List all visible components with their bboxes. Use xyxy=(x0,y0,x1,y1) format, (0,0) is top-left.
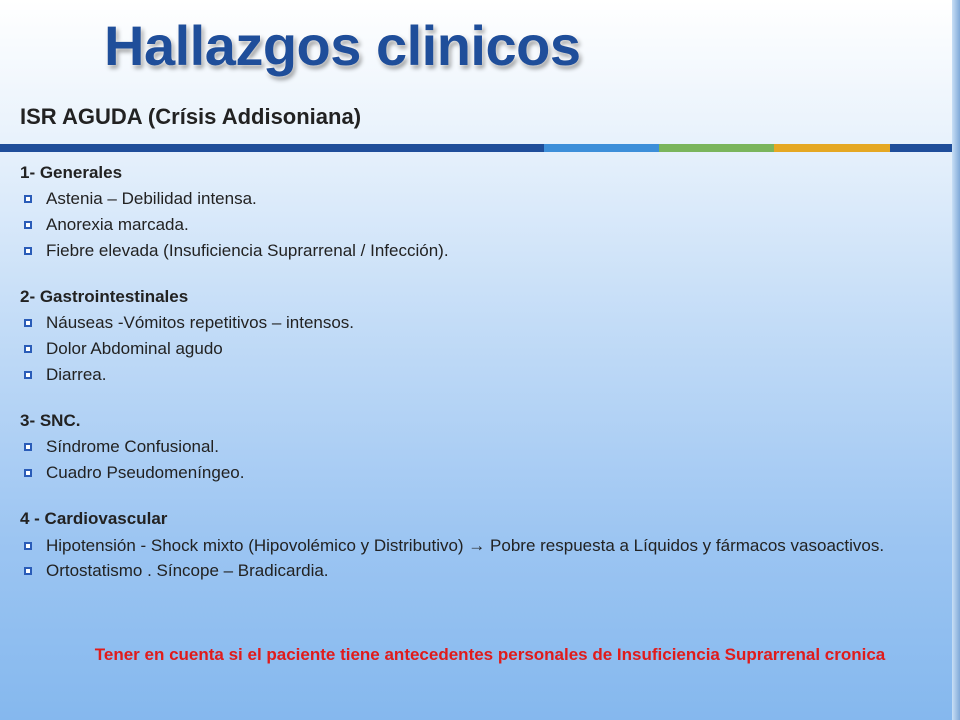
list-item xyxy=(20,362,920,388)
list-item-text: Náuseas -Vómitos repetitivos – intensos. xyxy=(46,313,355,332)
section-title: 3- SNC. xyxy=(20,411,81,430)
list-item xyxy=(20,532,920,558)
square-bullet-icon xyxy=(24,371,32,379)
color-stripe xyxy=(0,144,952,152)
square-bullet-icon xyxy=(24,345,32,353)
list-item-text: Astenia – Debilidad intensa. xyxy=(46,189,257,208)
list-item-text: Diarrea. xyxy=(46,365,107,384)
list-item xyxy=(20,238,920,264)
list-item-text: Anorexia marcada. xyxy=(46,215,189,234)
list-item xyxy=(20,558,920,584)
slide-content xyxy=(20,160,920,604)
section-title: 4 - Cardiovascular xyxy=(20,509,168,528)
square-bullet-icon xyxy=(24,195,32,203)
list-item-text: Síndrome Confusional. xyxy=(46,437,219,456)
list-item xyxy=(20,212,920,238)
list-item-text: Cuadro Pseudomeníngeo. xyxy=(46,463,245,482)
square-bullet-icon xyxy=(24,221,32,229)
square-bullet-icon xyxy=(24,542,32,550)
list-item-text: Dolor Abdominal agudo xyxy=(46,339,223,358)
stripe-segment-5 xyxy=(890,144,952,152)
list-item-text: Fiebre elevada (Insuficiencia Suprarrenal / Infección). xyxy=(46,241,449,260)
list-item xyxy=(20,434,920,460)
stripe-segment-1 xyxy=(0,144,544,152)
square-bullet-icon xyxy=(24,469,32,477)
list-item xyxy=(20,336,920,362)
list-item-text: Hipotensión - Shock mixto (Hipovolémico y Distributivo) → Pobre respuesta a Líquidos y fármacos vasoactivos. xyxy=(46,536,885,555)
section-title: 1- Generales xyxy=(20,163,123,182)
square-bullet-icon xyxy=(24,247,32,255)
stripe-segment-3 xyxy=(659,144,774,152)
slide-right-border xyxy=(952,0,960,720)
square-bullet-icon xyxy=(24,319,32,327)
section-cardiovascular xyxy=(20,506,920,584)
list-item xyxy=(20,460,920,486)
section-gastrointestinales xyxy=(20,284,920,388)
section-title: 2- Gastrointestinales xyxy=(20,287,189,306)
slide-subtitle: ISR AGUDA (Crísis Addisoniana) xyxy=(20,104,362,129)
section-snc xyxy=(20,408,920,486)
list-item-text: Ortostatismo . Síncope – Bradicardia. xyxy=(46,561,329,580)
list-item xyxy=(20,310,920,336)
warning-note: Tener en cuenta si el paciente tiene antecedentes personales de Insuficiencia Suprarrenal cronica xyxy=(94,645,886,664)
slide-title: Hallazgos clinicos xyxy=(104,14,581,77)
section-generales xyxy=(20,160,920,264)
square-bullet-icon xyxy=(24,567,32,575)
stripe-segment-2 xyxy=(544,144,659,152)
list-item xyxy=(20,186,920,212)
square-bullet-icon xyxy=(24,443,32,451)
stripe-segment-4 xyxy=(774,144,890,152)
